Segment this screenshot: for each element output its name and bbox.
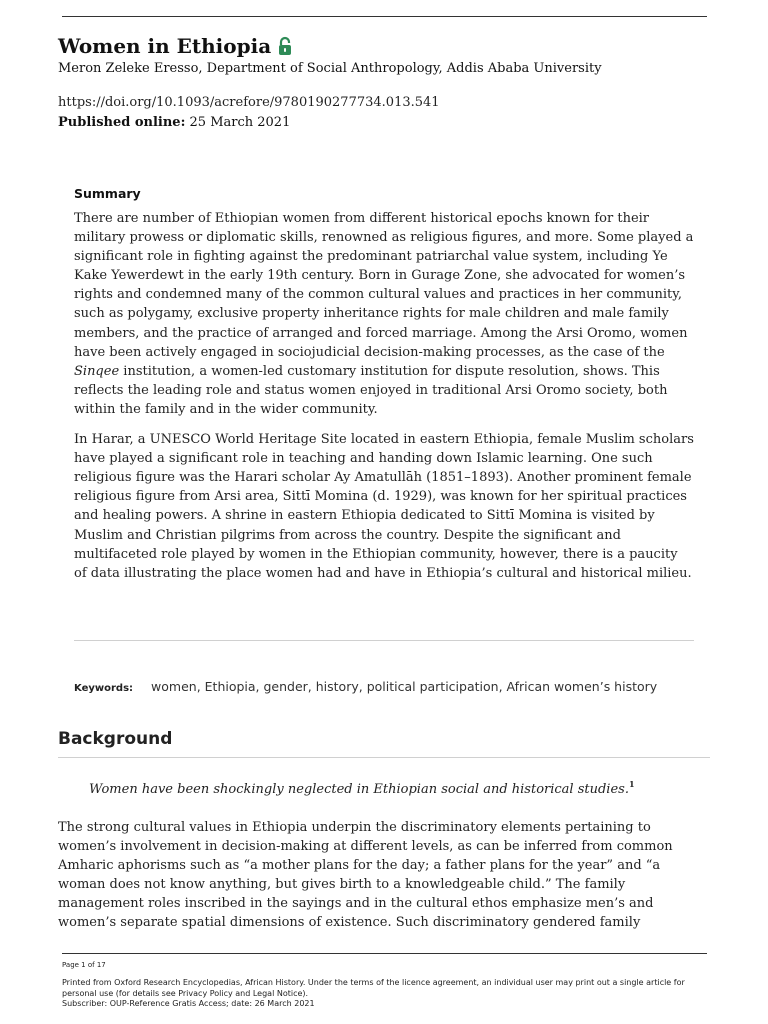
summary-p1-text-a: There are number of Ethiopian women from different historical epochs known for their military prowess or diplomatic skills, renowned as religious figures, and more. Some played a significant role in fighting against the predominant patriarchal value system, including Ye Kake Yewerdewt in the early 19th century. Born in Gurage Zone, she advocated for women’s rights and condemned many of the common cultural values and practices in her community, such as polygamy, exclusive property inheritance rights for male children and male family members, and the practice of arranged and forced marriage. Among the Arsi Oromo, women have been actively engaged in sociojudicial decision-making processes, as the case of the	[74, 211, 694, 360]
summary-p1-italic: Sinqee	[74, 363, 120, 379]
page-number: Page 1 of 17	[62, 961, 106, 969]
top-rule	[62, 16, 707, 17]
epigraph	[89, 779, 635, 797]
published-online	[58, 115, 290, 130]
article-title	[58, 34, 293, 58]
open-lock-icon	[277, 36, 293, 56]
published-label: Published online:	[58, 115, 186, 130]
section-divider	[58, 757, 710, 758]
footer-notice: Printed from Oxford Research Encyclopedias, African History. Under the terms of the licence agreement, an individual user may print out a single article for personal use (for details see Privacy Policy and Legal Notice).	[62, 978, 685, 998]
summary-paragraph-2: In Harar, a UNESCO World Heritage Site located in eastern Ethiopia, female Muslim scholars have played a significant role in teaching and handing down Islamic learning. One such religious figure was the Harari scholar Ay Amatullāh (1851–1893). Another prominent female religious figure from Arsi area, Sittī Momina (d. 1929), was known for her spiritual practices and healing powers. A shrine in eastern Ethiopia dedicated to Sittī Momina is visited by Muslim and Christian pilgrims from across the country. Despite the significant and multifaceted role played by women in the Ethiopian community, however, there is a paucity of data illustrating the place women had and have in Ethiopia’s cultural and historical milieu.	[74, 432, 694, 581]
keywords-values: women, Ethiopia, gender, history, political participation, African women’s history	[151, 679, 658, 694]
summary-paragraph-1	[74, 209, 694, 419]
epigraph-text: Women have been shockingly neglected in Ethiopian social and historical studies.	[89, 782, 629, 797]
summary-heading: Summary	[74, 186, 141, 201]
keywords-label: Keywords:	[74, 683, 134, 694]
summary-section	[74, 186, 694, 594]
section-heading-background: Background	[58, 729, 173, 749]
published-date: 25 March 2021	[189, 115, 291, 130]
doi-link[interactable]: https://doi.org/10.1093/acrefore/9780190277734.013.541	[58, 95, 440, 110]
author-affiliation: Meron Zeleke Eresso, Department of Social Anthropology, Addis Ababa University	[58, 61, 602, 76]
keywords-row	[74, 679, 657, 694]
article-title-text: Women in Ethiopia	[58, 34, 272, 58]
footnote-ref-link[interactable]: 1	[628, 779, 635, 789]
body-paragraph: The strong cultural values in Ethiopia underpin the discriminatory elements pertaining to women’s involvement in decision-making at different levels, as can be inferred from common Amharic aphorisms such as “a mother plans for the day; a father plans for the year” and “a woman does not know anything, but gives birth to a knowledgeable child.” The family management roles inscribed in the sayings and in the cultural ethos emphasize men’s and women’s separate spatial dimensions of existence. Such discriminatory gendered family	[58, 820, 673, 931]
summary-p1-text-b: institution, a women-led customary institution for dispute resolution, shows. This reflects the leading role and status women enjoyed in traditional Arsi Oromo society, both within the family and in the wider community.	[74, 363, 668, 417]
summary-divider	[74, 640, 694, 641]
footer-subscriber: Subscriber: OUP-Reference Gratis Access; date: 26 March 2021	[62, 999, 315, 1008]
footer-rule	[62, 953, 707, 954]
